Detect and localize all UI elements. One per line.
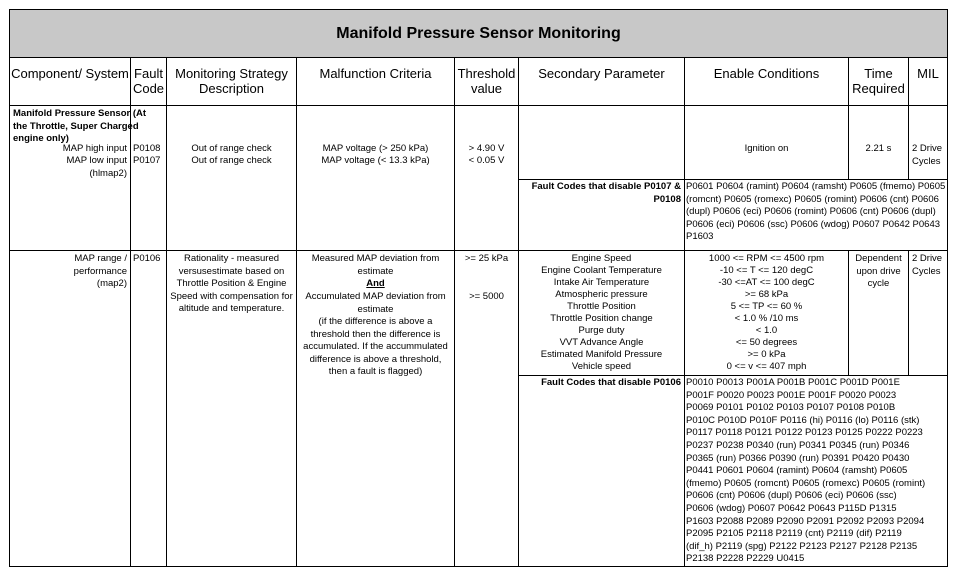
header-time: Time Required <box>852 66 905 96</box>
enable-condition: <= 50 degrees <box>735 337 798 348</box>
criteria-text: MAP voltage (> 250 kPa) <box>322 143 429 154</box>
table-title: Manifold Pressure Sensor Monitoring <box>10 10 947 58</box>
enable-condition: < 1.0 % /10 ms <box>734 313 799 324</box>
row-divider <box>10 250 947 251</box>
fault-code: P0107 <box>133 155 161 166</box>
criteria-text: Measured MAP deviation from estimate <box>311 253 440 277</box>
component-name: MAP low input <box>66 155 127 166</box>
disable-code-line: P0117 P0118 P0121 P0122 P0123 P0125 P0222 P0223 <box>686 427 923 439</box>
mil-value: 2 Drive Cycles <box>912 253 943 277</box>
time-required: 2.21 s <box>865 143 892 154</box>
col-divider <box>296 57 297 566</box>
secondary-param: Intake Air Temperature <box>553 277 650 288</box>
row-divider <box>518 375 947 376</box>
disable-code-line: P0069 P0101 P0102 P0103 P0107 P0108 P010B <box>686 402 896 414</box>
disable-code-line: P1603 P2088 P2089 P2090 P2091 P2092 P2093 P2094 <box>686 515 925 527</box>
strategy-text: Out of range check <box>191 143 272 154</box>
time-required: Dependent upon drive cycle <box>855 253 902 290</box>
secondary-param: Throttle Position <box>567 301 636 312</box>
disable-label: Fault Codes that disable P0106 <box>541 377 681 388</box>
disable-code-line: P0365 (run) P0366 P0390 (run) P0391 P0420 P0430 <box>686 452 910 464</box>
monitoring-table <box>9 9 948 567</box>
header-enable: Enable Conditions <box>713 66 820 81</box>
disable-code-line: P0606 (wdog) P0607 P0642 P0643 P115D P1315 <box>686 502 897 514</box>
enable-condition: >= 68 kPa <box>744 289 789 300</box>
enable-condition: -10 <= T <= 120 degC <box>719 265 814 276</box>
secondary-param: Engine Speed <box>571 253 632 264</box>
enable-condition: 1000 <= RPM <= 4500 rpm <box>708 253 825 264</box>
disable-code-line: P001F P0020 P0023 P001E P001F P0020 P0023 <box>686 389 897 401</box>
secondary-param: VVT Advance Angle <box>559 337 644 348</box>
header-component: Component/ System <box>11 66 129 81</box>
header-threshold: Threshold value <box>457 66 516 96</box>
header-fault-code: Fault Code <box>132 66 165 96</box>
disable-codes <box>686 377 948 566</box>
disable-code-line: (fmemo) P0605 (romcnt) P0605 (romexc) P0605 (romint) <box>686 477 926 489</box>
strategy-text: Out of range check <box>191 155 272 166</box>
header-divider <box>10 105 947 106</box>
disable-codes: P0601 P0604 (ramint) P0604 (ramsht) P0605 (fmemo) P0605 (romcnt) P0605 (romexc) P0605 (romint) P0606 (cnt) P0606 (dupl) P0606 (eci) P0606 (romint) P0606 (cnt) P0606 (dupl) P0606 (eci) P0606 (ssc) P0606 (wdog) P0607 P0642 P0643 P1603 <box>686 181 946 243</box>
fault-code: P0106 <box>133 253 161 264</box>
header-secondary: Secondary Parameter <box>538 66 665 81</box>
disable-code-line: P2095 P2105 P2118 P2119 (cnt) P2119 (dif) P2119 <box>686 528 902 540</box>
secondary-param: Engine Coolant Temperature <box>541 265 662 276</box>
component-name: MAP range / performance (map2) <box>73 253 127 290</box>
threshold-value: > 4.90 V <box>468 143 505 154</box>
secondary-param: Atmospheric pressure <box>555 289 648 300</box>
criteria-note: (if the difference is above a threshold then the difference is accumulated. If the accummulated difference is above a threshold, then a fault is flagged) <box>303 316 448 378</box>
enable-condition: -30 <=AT <= 100 degC <box>718 277 815 288</box>
col-divider <box>166 57 167 566</box>
secondary-param: Estimated Manifold Pressure <box>540 349 663 360</box>
enable-condition: < 1.0 <box>755 325 778 336</box>
threshold-value: >= 25 kPa <box>464 253 509 264</box>
group-title: Manifold Pressure Sensor (At the Throttle, Super Charged engine only) <box>13 108 147 145</box>
criteria-text: MAP voltage (< 13.3 kPa) <box>321 155 430 166</box>
strategy-text: Rationality - measured versusestimate based on Throttle Position & Engine Speed with compensation for altitude and temperature. <box>170 253 293 315</box>
enable-condition: Ignition on <box>744 143 789 154</box>
component-name: MAP high input <box>62 143 127 154</box>
threshold-value: >= 5000 <box>469 291 504 302</box>
row-divider <box>518 179 947 180</box>
threshold-value: < 0.05 V <box>468 155 505 166</box>
secondary-param: Vehicle speed <box>571 361 632 372</box>
mil-value: 2 Drive Cycles <box>912 143 943 167</box>
col-divider <box>454 57 455 566</box>
criteria-text: Accumulated MAP deviation from estimate <box>305 291 446 315</box>
header-mil: MIL <box>917 66 939 81</box>
disable-label: Fault Codes that disable P0107 & P0108 <box>531 181 681 205</box>
enable-condition: 0 <= v <= 407 mph <box>726 361 807 372</box>
criteria-and: And <box>366 278 385 289</box>
secondary-param: Purge duty <box>578 325 625 336</box>
disable-code-line: P0010 P0013 P001A P001B P001C P001D P001E <box>686 377 900 388</box>
enable-condition: >= 0 kPa <box>747 349 786 360</box>
disable-code-line: P010C P010D P010F P0116 (hi) P0116 (lo) P0116 (stk) <box>686 414 920 426</box>
header-malfunction: Malfunction Criteria <box>319 66 432 81</box>
disable-code-line: P0237 P0238 P0340 (run) P0341 P0345 (run) P0346 <box>686 439 910 451</box>
disable-code-line: P0606 (cnt) P0606 (dupl) P0606 (eci) P0606 (ssc) <box>686 490 897 502</box>
disable-code-line: P0441 P0601 P0604 (ramint) P0604 (ramsht) P0605 <box>686 465 908 477</box>
disable-code-line: P2138 P2228 P2229 U0415 <box>686 553 805 565</box>
col-divider <box>908 251 909 375</box>
enable-condition: 5 <= TP <= 60 % <box>730 301 803 312</box>
header-strategy: Monitoring Strategy Description <box>175 66 288 96</box>
fault-code: P0108 <box>133 143 161 154</box>
secondary-param: Throttle Position change <box>550 313 653 324</box>
disable-code-line: (dif_h) P2119 (spg) P2122 P2123 P2127 P2128 P2135 <box>686 540 918 552</box>
component-id: (hlmap2) <box>89 168 127 179</box>
